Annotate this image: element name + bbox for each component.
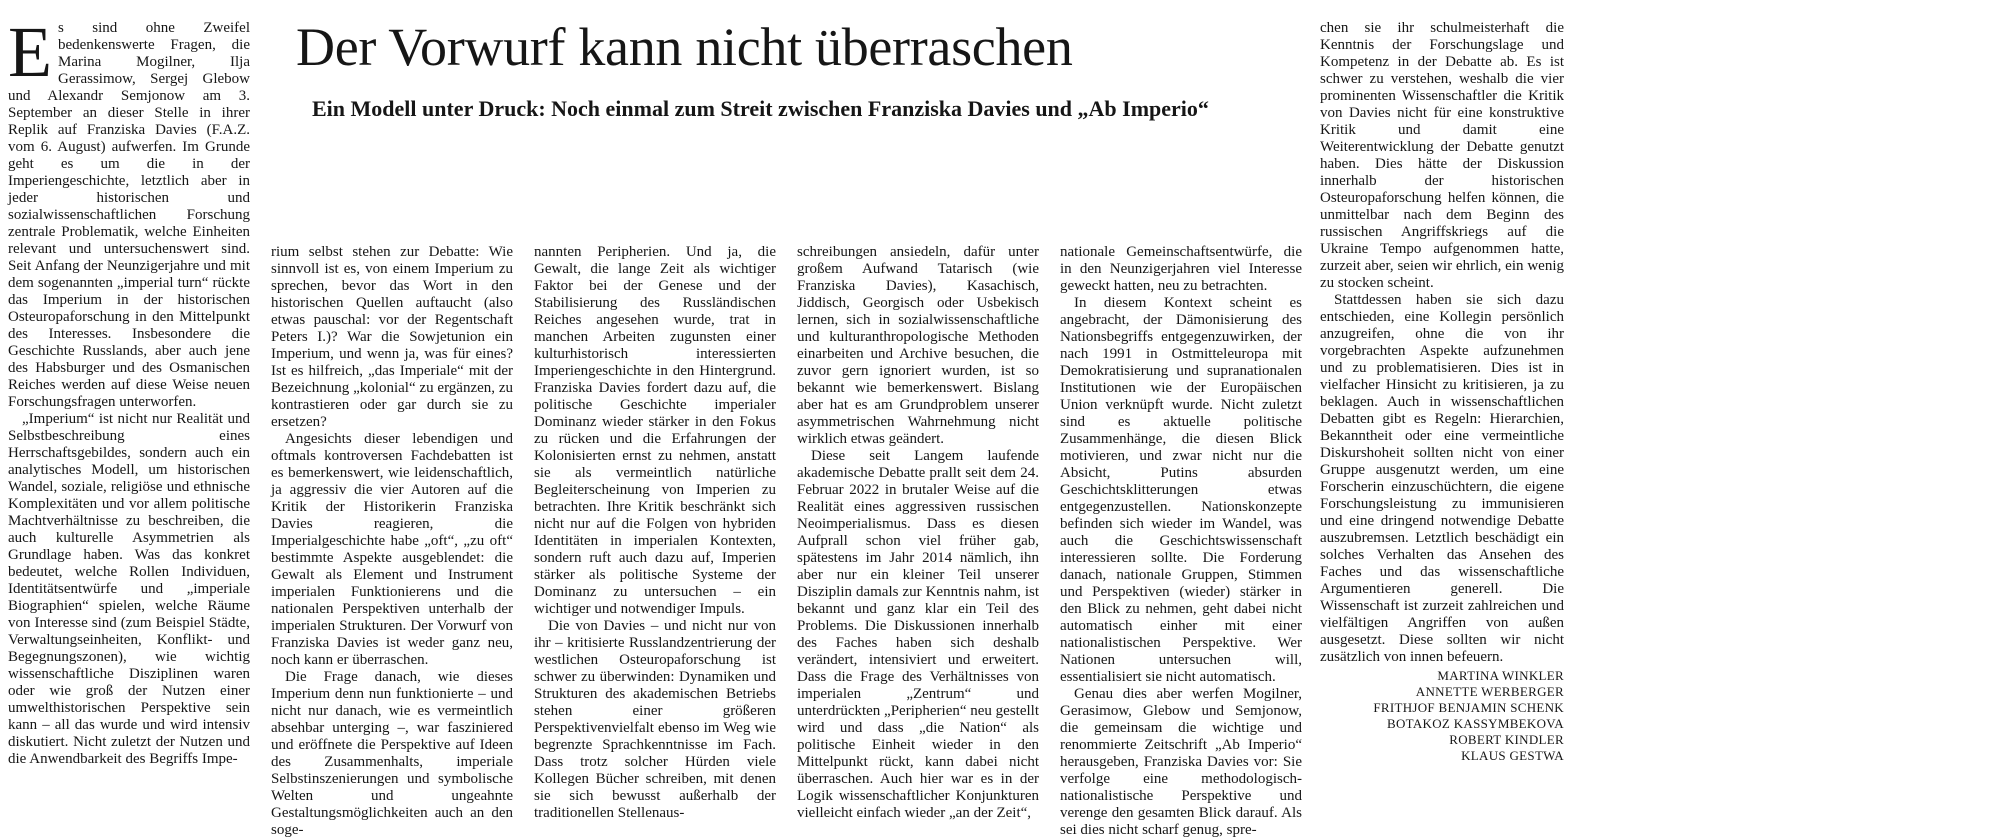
- paragraph: chen sie ihr schulmeisterhaft die Kenntnis der Forschungslage und Kompetenz in der Debatte ab. Es ist schwer zu verstehen, weshalb die vier prominenten Wissenschaftler die Kritik von Davies nicht für eine konstruktive Kritik und damit eine Weiterentwicklung der Debatte genutzt haben. Dies hätte der Diskussion innerhalb der historischen Osteuropaforschung helfen können, die unmittelbar nach dem Beginn des russischen Angriffskriegs auf die Ukraine Tempo aufgenommen hatte, zurzeit aber, seien wir ehrlich, ein wenig zu stocken scheint.: [1320, 20, 1564, 291]
- article-column-5: [1060, 244, 1302, 839]
- paragraph: nannten Peripherien. Und ja, die Gewalt, die lange Zeit als wichtiger Faktor bei der Genese und der Stabilisierung des Russländischen Reiches angesehen wurde, trat in manchen Arbeiten zugunsten einer kulturhistorisch interessierten Imperiengeschichte in den Hintergrund. Franziska Davies fordert dazu auf, die politische Geschichte imperialer Dominanz wieder stärker in den Fokus zu rücken und die Erfahrungen der Kolonisierten ernst zu nehmen, anstatt sie als vermeintlich natürliche Begleiterscheinung von Imperien zu betrachten. Ihre Kritik beschränkt sich nicht nur auf die Folgen von hybriden Identitäten in imperialen Kontexten, sondern ruft auch dazu auf, Imperien stärker als politische Systeme der Dominanz zu untersuchen – ein wichtiger und notwendiger Impuls.: [534, 244, 776, 617]
- author-name: FRITHJOF BENJAMIN SCHENK: [1373, 700, 1564, 715]
- paragraph: Genau dies aber werfen Mogilner, Gerasimow, Glebow und Semjonow, die gemeinsam die wichtige und renommierte Zeitschrift „Ab Imperio“ herausgeben, Franziska Davies vor: Sie verfolge eine methodologisch-nationalistische Perspektive und verenge den gesamten Blick darauf. Als sei dies nicht scharf genug, spre-: [1060, 686, 1302, 838]
- paragraph: Die Frage danach, wie dieses Imperium denn nun funktionierte – und nicht nur danach, wie es vermeintlich absehbar unterging –, war fasziniered und eröffnete die Perspektive auf Ideen des Zusammenhalts, imperiale Selbstinszenierungen und symbolische Welten und ungeahnte Gestaltungsmöglichkeiten auch an den soge-: [271, 669, 513, 838]
- paragraph: rium selbst stehen zur Debatte: Wie sinnvoll ist es, von einem Imperium zu sprechen, bevor das Wort in den historischen Quellen auftaucht (also etwas pauschal: vor der Regentschaft Peters I.)? War die Sowjetunion ein Imperium, und wenn ja, was für eines? Ist es hilfreich, „das Imperiale“ mit der Bezeichnung „kolonial“ zu ergänzen, zu kontrastieren oder gar durch sie zu ersetzen?: [271, 244, 513, 430]
- paragraph: Angesichts dieser lebendigen und oftmals kontroversen Fachdebatten ist es bemerkenswert, wie leidenschaftlich, ja aggressiv die vier Autoren auf die Kritik der Historikerin Franziska Davies reagieren, die Imperialgeschichte habe „oft“, „zu oft“ bestimmte Aspekte ausgeblendet: die Gewalt als Element und Instrument imperialen Funktionierens und die nationalen Perspektiven unterhalb der imperialen Strukturen. Der Vorwurf von Franziska Davies ist weder ganz neu, noch kann er überraschen.: [271, 431, 513, 668]
- author-name: ANNETTE WERBERGER: [1415, 684, 1564, 699]
- article-column-2: [271, 244, 513, 839]
- article-column-1: [8, 12, 250, 768]
- paragraph: Stattdessen haben sie sich dazu entschieden, eine Kollegin persönlich anzugreifen, ohne die von ihr vorgebrachten Aspekte aufzunehmen und zu problematisieren. Dies ist in vielfacher Hinsicht zu kritisieren, ja zu beklagen. Auch in wissenschaftlichen Debatten gibt es Regeln: Hierarchien, Bekanntheit oder eine vermeintliche Diskurshoheit sollten nicht von einer Gruppe ausgenutzt werden, um eine Forscherin einzuschüchtern, die eigene Forschungsleistung zu immunisieren und eine dringend notwendige Debatte auszubremsen. Letztlich beschädigt ein solches Verhalten das Ansehen des Faches und das wissenschaftliche Argumentieren generell. Die Wissenschaft ist zurzeit zahlreichen und vielfältigen Angriffen von außen ausgesetzt. Diese sollten wir nicht zusätzlich von innen befeuern.: [1320, 292, 1564, 665]
- author-name: BOTAKOZ KASSYMBEKOVA: [1387, 716, 1564, 731]
- author-name: MARTINA WINKLER: [1437, 668, 1564, 683]
- paragraph: schreibungen ansiedeln, dafür unter großem Aufwand Tatarisch (wie Franziska Davies), Kasachisch, Jiddisch, Georgisch oder Usbekisch lernen, sich in sozialwissenschaftliche und kulturanthropologische Methoden einarbeiten und Archive besuchen, die zuvor gern ignoriert wurden, ist so bekannt wie bemerkenswert. Bislang aber hat es am Grundproblem unserer asymmetrischen Wahrnehmung nicht wirklich etwas geändert.: [797, 244, 1039, 447]
- drop-cap: E: [8, 12, 52, 92]
- author-name: ROBERT KINDLER: [1449, 732, 1564, 747]
- paragraph: Die von Davies – und nicht nur von ihr – kritisierte Russlandzentrierung der westlichen Osteuropaforschung ist schwer zu überwinden: Dynamiken und Strukturen des akademischen Betriebs stehen einer größeren Perspektivenvielfalt ebenso im Weg wie begrenzte Sprachkenntnisse im Fach. Dass trotz solcher Hürden viele Kollegen Bücher schreiben, mit denen sie sich bewusst außerhalb der traditionellen Stellenaus-: [534, 618, 776, 821]
- paragraph: nationale Gemeinschaftsentwürfe, die in den Neunzigerjahren viel Interesse geweckt hatten, neu zu betrachten.: [1060, 244, 1302, 294]
- paragraph: s sind ohne Zweifel bedenkenswerte Fragen, die Marina Mogilner, Ilja Gerassimow, Sergej Glebow und Alexandr Semjonow am 3. September an dieser Stelle in ihrer Replik auf Franziska Davies (F.A.Z. vom 6. August) aufwerfen. Im Grunde geht es um die in der Imperiengeschichte, letztlich aber in jeder historischen und sozialwissenschaftlichen Forschung zentrale Problematik, welche Einheiten relevant und untersuchenswert sind. Seit Anfang der Neunzigerjahre und mit dem sogenannten „imperial turn“ rückte das Imperium in der historischen Osteuropaforschung in den Mittelpunkt des Interesses. Insbesondere die Geschichte Russlands, aber auch jene des Habsburger und des Osmanischen Reiches werden auf diese Weise neuen Forschungsfragen unterworfen.: [8, 20, 250, 410]
- article-column-4: [797, 244, 1039, 822]
- paragraph: Diese seit Langem laufende akademische Debatte prallt seit dem 24. Februar 2022 in brutaler Weise auf die Realität eines aggressiven russischen Neoimperialismus. Dass es diesen Aufprall schon viel früher gab, spätestens im Jahr 2014 nämlich, ihn aber nur ein kleiner Teil unserer Disziplin damals zur Kenntnis nahm, ist bekannt und ganz klar ein Teil des Problems. Die Diskussionen innerhalb des Faches haben sich deshalb verändert, intensiviert und erweitert. Dass die Frage des Verhältnisses von imperialen „Zentrum“ und unterdrückten „Peripherien“ neu gestellt wird und dass „die Nation“ als politische Einheit wieder in den Mittelpunkt rückt, kann dabei nicht überraschen. Auch hier war es in der Logik wissenschaftlicher Konjunkturen vielleicht einfach wieder „an der Zeit“,: [797, 448, 1039, 821]
- article-column-6: [1320, 20, 1564, 764]
- article-column-3: [534, 244, 776, 822]
- paragraph: „Imperium“ ist nicht nur Realität und Selbstbeschreibung eines Herrschaftsgebildes, sondern auch ein analytisches Modell, um historischen Wandel, soziale, religiöse und ethnische Komplexitäten und vor allem politische Machtverhältnisse zu beschreiben, die auch kulturelle Asymmetrien als Grundlage haben. Was das konkret bedeutet, welche Rollen Individuen, Identitätsentwürfe und „imperiale Biographien“ spielen, welche Räume von Interesse sind (zum Beispiel Städte, Verwaltungseinheiten, Konflikt- und Begegnungszonen), wie wichtig wissenschaftliche Disziplinen waren oder wie groß der Nutzen einer umwelthistorischen Perspektive sein kann – all das wurde und wird intensiv diskutiert. Nicht zuletzt der Nutzen und die Anwendbarkeit des Begriffs Impe-: [8, 411, 250, 767]
- article-headline: Der Vorwurf kann nicht überraschen: [296, 17, 1073, 77]
- paragraph: In diesem Kontext scheint es angebracht, der Dämonisierung des Nationsbegriffs entgegenzuwirken, der nach 1991 in Ostmitteleuropa mit Demokratisierung und supranationalen Institutionen wie der Europäischen Union verknüpft wurde. Nicht zuletzt sind es aktuelle politische Zusammenhänge, die diesen Blick motivieren, und zwar nicht nur die Absicht, Putins absurden Geschichtsklitterungen etwas entgegenzustellen. Nationskonzepte befinden sich wieder im Wandel, was auch die Geschichtswissenschaft interessieren sollte. Die Forderung danach, nationale Gruppen, Stimmen und Perspektiven (wieder) stärker in den Blick zu nehmen, geht dabei nicht automatisch einher mit einer nationalistischen Perspektive. Wer Nationen untersuchen will, essentialisiert sie nicht automatisch.: [1060, 295, 1302, 685]
- author-name: KLAUS GESTWA: [1461, 748, 1564, 763]
- author-list: [1320, 668, 1564, 764]
- article-subheadline: Ein Modell unter Druck: Noch einmal zum Streit zwischen Franziska Davies und „Ab Imperio“: [312, 96, 1209, 121]
